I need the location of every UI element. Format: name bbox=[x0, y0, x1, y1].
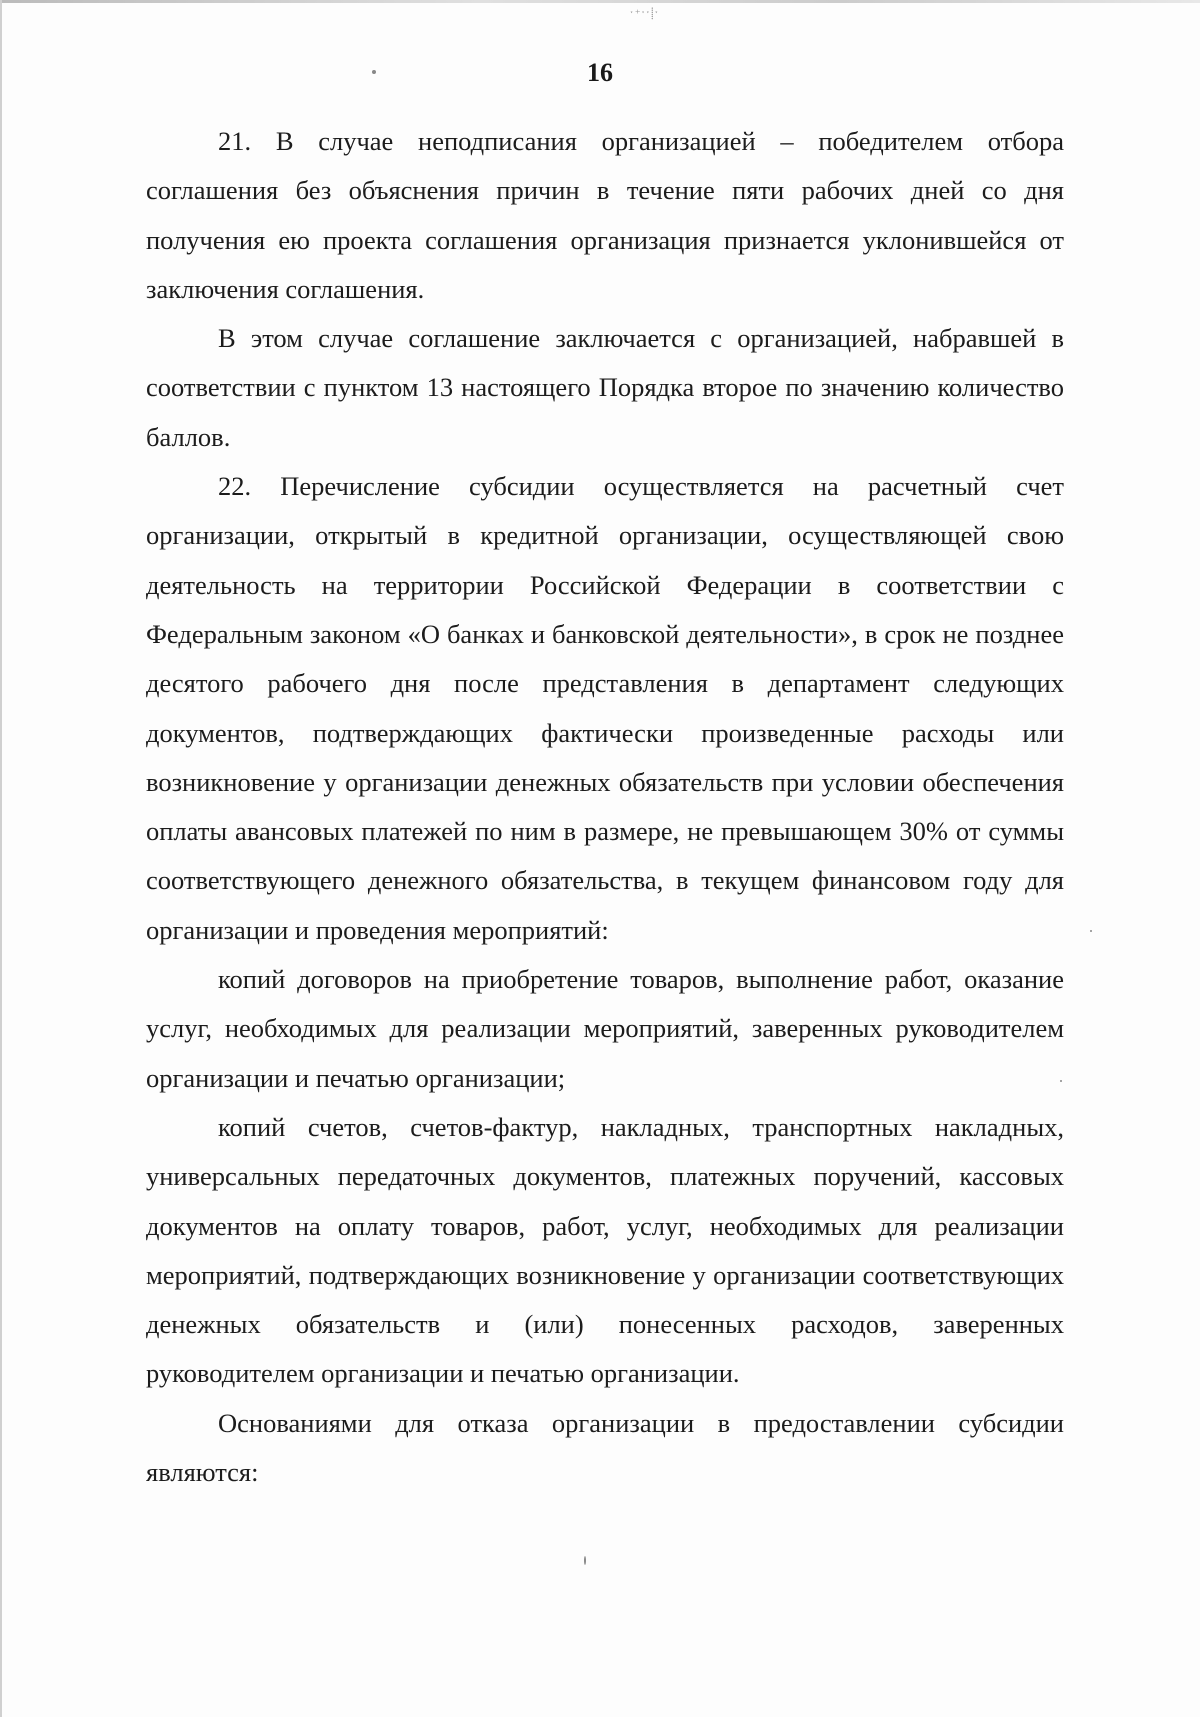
paragraph-21-continuation: В этом случае соглашение заключается с организацией, набравшей в соответствии с пунктом 13 настоящего Порядка второе по значению количество баллов. bbox=[146, 323, 1064, 452]
scan-speck bbox=[584, 1556, 586, 1565]
paragraph-refusal-grounds: Основаниями для отказа организации в предоставлении субсидии являются: bbox=[146, 1407, 1064, 1488]
page-number: 16 bbox=[587, 58, 613, 87]
scan-speck bbox=[372, 70, 376, 74]
paragraph-22: 22. Перечисление субсидии осуществляется на расчетный счет организации, открытый в кредитной организации, осуществляющей свою деятельность на территории Российской Федерации в соответствии с Федеральным законом «О банках и банковской деятельности», в срок не позднее десятого рабочего дня после представления в департамент следующих документов, подтверждающих фактически произведенные расходы или возникновение у организации денежных обязательств при условии обеспечения оплаты авансовых платежей по ним в размере, не превышающем 30% от суммы соответствующего денежного обязательства, в текущем финансовом году для организации и проведения мероприятий: bbox=[146, 471, 1064, 945]
paragraph-invoices: копий счетов, счетов-фактур, накладных, транспортных накладных, универсальных передаточных документов, платежных поручений, кассовых документов на оплату товаров, работ, услуг, необходимых для реализации мероприятий, подтверждающих возникновение у организации соответствующих денежных обязательств и (или) понесенных расходов, заверенных руководителем организации и печатью организации. bbox=[146, 1111, 1064, 1389]
scan-artifact: ˑ⁺ˑˑ⸽ˑ bbox=[630, 7, 660, 20]
paragraph-21: 21. В случае неподписания организацией – победителем отбора соглашения без объяснения причин в течение пяти рабочих дней со дня получения ею проекта соглашения организация признается уклонившейся от заключения соглашения. bbox=[146, 126, 1064, 304]
scan-speck bbox=[1060, 1080, 1062, 1082]
scan-left-edge bbox=[0, 0, 2, 1717]
document-body bbox=[146, 117, 1064, 1497]
scan-speck bbox=[1090, 930, 1092, 932]
paragraph-contracts: копий договоров на приобретение товаров, выполнение работ, оказание услуг, необходимых для реализации мероприятий, заверенных руководителем организации и печатью организации; bbox=[146, 964, 1064, 1093]
scan-top-edge bbox=[0, 0, 1200, 3]
